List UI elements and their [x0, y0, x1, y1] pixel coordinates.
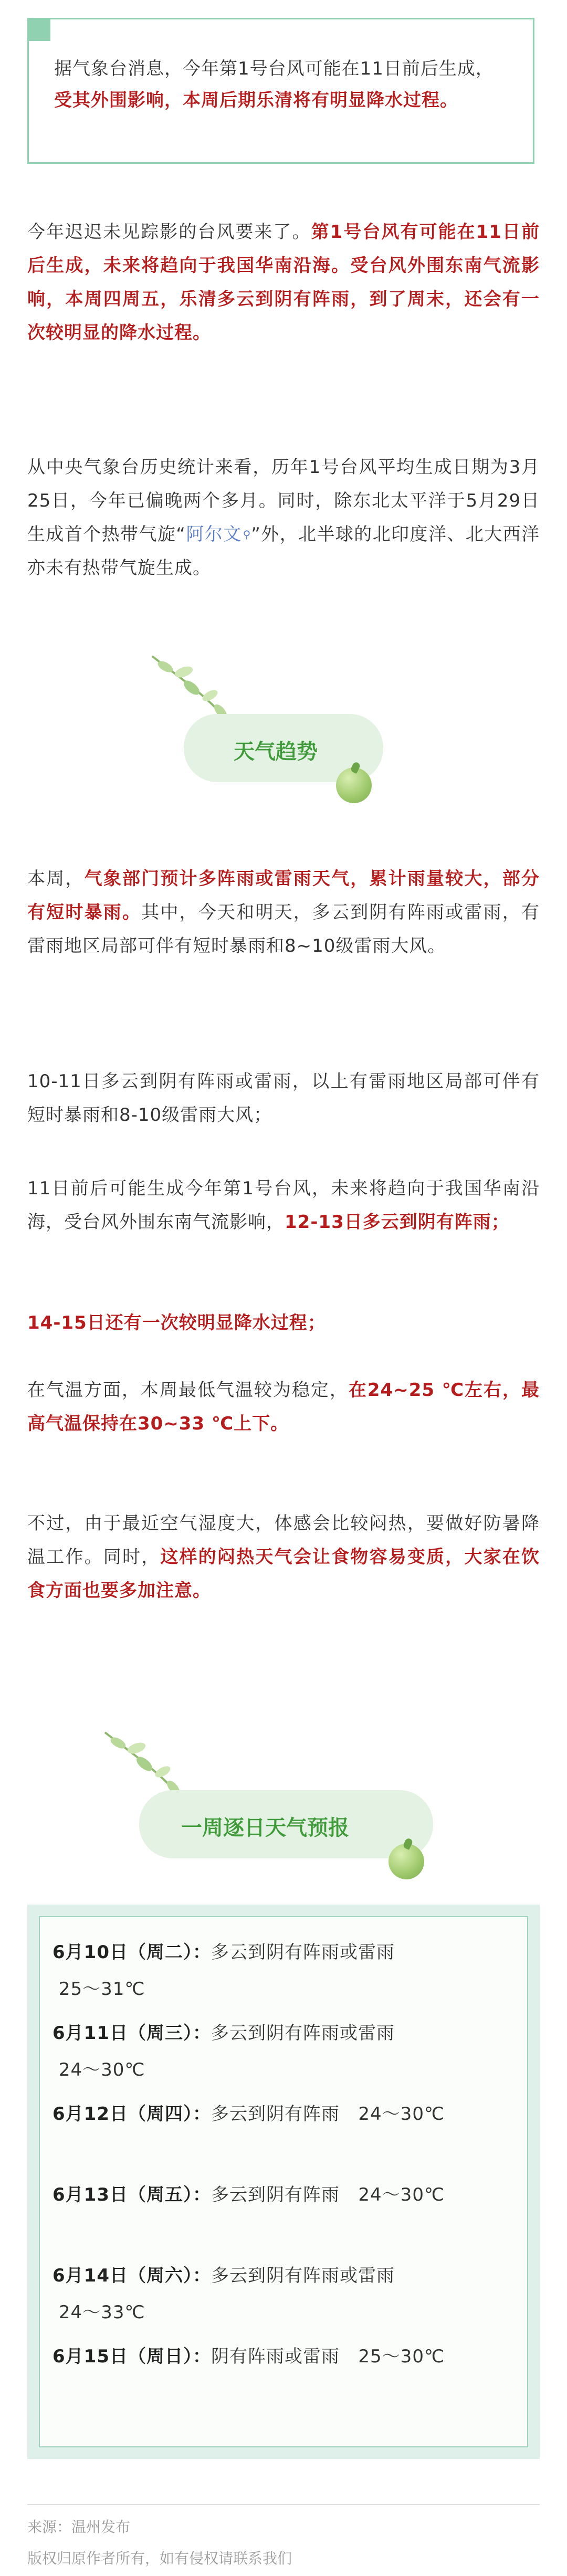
forecast-temp: 24～33℃: [58, 2302, 145, 2323]
intro-highlight: 受其外围影响，本周后期乐清将有明显降水过程。: [54, 90, 458, 111]
p3-after: 其中，今天和明天，多云到阴有阵雨或雷雨，有雷雨地区局部可伴有短时暴雨和8~10级雷雨大风。: [27, 902, 540, 956]
forecast-day-6: [52, 2338, 514, 2375]
section-heading-trend: [0, 651, 567, 808]
forecast-day-5: [52, 2257, 514, 2331]
footer-source: 来源：温州发布: [27, 2518, 131, 2536]
p3-highlight: 气象部门预计多阵雨或雷雨天气，累计雨量较大，部分有短时暴雨。: [27, 868, 540, 923]
forecast-day-3: [52, 2096, 514, 2132]
paragraph-5: [27, 1172, 540, 1239]
p2-after: ”外，北半球的北印度洋、北大西洋亦未有热带气旋生成。: [27, 524, 540, 579]
paragraph-8: [27, 1507, 540, 1607]
forecast-temp: 24～30℃: [358, 2104, 445, 2125]
forecast-day-1: [52, 1934, 514, 2007]
forecast-date: 6月13日（周五）：: [52, 2184, 211, 2205]
paragraph-3: [27, 862, 540, 963]
forecast-day-4: [52, 2177, 514, 2213]
forecast-date: 6月12日（周四）：: [52, 2104, 211, 2125]
apple-icon: [336, 767, 372, 803]
forecast-temp: 24～30℃: [58, 2059, 145, 2080]
forecast-desc: 多云到阴有阵雨或雷雨: [211, 2265, 395, 2286]
apple-icon-2: [388, 1844, 424, 1879]
p8-highlight: 这样的闷热天气会让食物容易变质，大家在饮食方面也要多加注意。: [27, 1547, 540, 1601]
paragraph-1: [27, 215, 540, 350]
forecast-temp: 24～30℃: [358, 2184, 445, 2205]
footer-divider: [27, 2504, 540, 2505]
forecast-temp: 25～30℃: [358, 2346, 445, 2367]
heading-trend-title: 天气趋势: [234, 740, 318, 764]
section-heading-forecast: [0, 1727, 567, 1885]
forecast-date: 6月10日（周二）：: [52, 1942, 211, 1963]
search-link[interactable]: 阿尔文: [185, 524, 242, 545]
p5-highlight: 12-13日多云到阴有阵雨；: [285, 1212, 510, 1233]
search-icon[interactable]: ⚲: [243, 528, 251, 541]
paragraph-2: [27, 450, 540, 585]
paragraph-6: 14-15日还有一次较明显降水过程；: [27, 1312, 326, 1333]
forecast-date: 6月14日（周六）：: [52, 2265, 211, 2286]
corner-decoration: [27, 18, 50, 41]
forecast-day-2: [52, 2015, 514, 2088]
p5-normal: 11日前后可能生成今年第1号台风，未来将趋向于我国华南沿海，受台风外围东南气流影响，: [27, 1178, 540, 1233]
p1-highlight: 第1号台风有可能在11日前后生成，未来将趋向于我国华南沿海。受台风外围东南气流影响，本周四周五，乐清多云到阴有阵雨，到了周末，还会有一次较明显的降水过程。: [27, 222, 540, 343]
intro-text: [54, 53, 511, 116]
p3-before: 本周，: [27, 868, 85, 889]
heading-forecast-title: 一周逐日天气预报: [181, 1816, 349, 1840]
forecast-desc: 多云到阴有阵雨或雷雨: [211, 1942, 395, 1963]
paragraph-4: 10-11日多云到阴有阵雨或雷雨，以上有雷雨地区局部可伴有短时暴雨和8-10级雷雨大风；: [27, 1071, 540, 1126]
forecast-date: 6月11日（周三）：: [52, 2023, 211, 2044]
intro-normal: 据气象台消息，今年第1号台风可能在11日前后生成，: [54, 58, 494, 79]
p2-before: 从中央气象台历史统计来看，历年1号台风平均生成日期为3月25日，今年已偏晚两个多月。同时，除东北太平洋于5月29日生成首个热带气旋“: [27, 457, 540, 545]
forecast-date: 6月15日（周日）：: [52, 2346, 211, 2367]
forecast-desc: 阴有阵雨或雷雨: [211, 2346, 340, 2367]
p1-normal: 今年迟迟未见踪影的台风要来了。: [27, 222, 311, 243]
p8-normal: 不过，由于最近空气湿度大，体感会比较闷热，要做好防暑降温工作。同时，: [27, 1513, 540, 1568]
intro-box: [27, 18, 534, 164]
paragraph-7: [27, 1373, 540, 1441]
p7-highlight: 在24~25 ℃左右，最高气温保持在30~33 ℃上下。: [27, 1380, 540, 1434]
forecast-temp: 25～31℃: [58, 1979, 145, 2000]
forecast-desc: 多云到阴有阵雨: [211, 2184, 340, 2205]
forecast-desc: 多云到阴有阵雨或雷雨: [211, 2023, 395, 2044]
forecast-desc: 多云到阴有阵雨: [211, 2104, 340, 2125]
p7-normal: 在气温方面，本周最低气温较为稳定，: [27, 1380, 349, 1401]
footer-copyright: 版权归原作者所有，如有侵权请联系我们: [27, 2550, 292, 2567]
